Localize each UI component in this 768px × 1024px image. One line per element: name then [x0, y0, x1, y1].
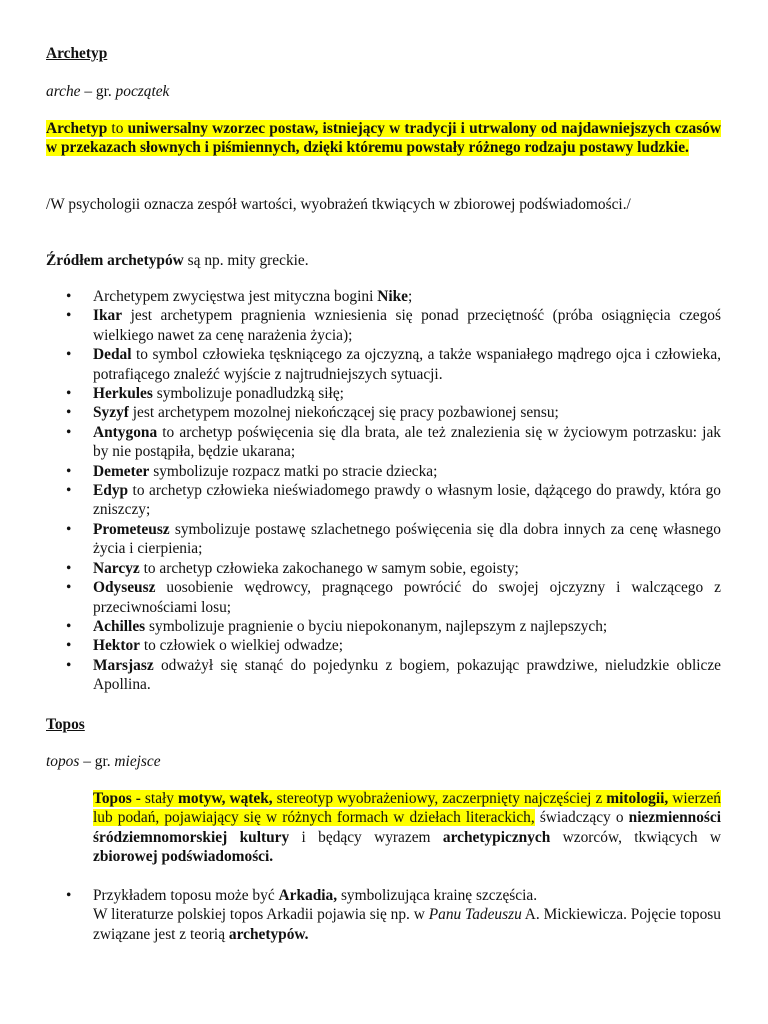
list-item: • Hektor to człowiek o wielkiej odwadze; — [46, 636, 721, 655]
definition-highlight: Topos - stały motyw, wątek, stereotyp wyobrażeniowy, zaczerpnięty najczęściej z mitologii, wierzeń lub podań, pojawiający się w różnych formach w dziełach literackich, — [93, 790, 721, 827]
archetype-name: Nike — [377, 288, 409, 305]
archetype-list — [46, 287, 721, 695]
etym-meaning: miejsce — [114, 753, 161, 770]
list-item: • Antygona to archetyp poświęcenia się dla brata, ale też znalezienia się w życiowym potrzasku: jak by nie postąpiła, będzie ukarana; — [46, 423, 721, 462]
topos-example-list — [46, 886, 721, 944]
section-title-archetyp: Archetyp — [46, 45, 108, 62]
etym-word: arche — [46, 83, 81, 100]
archetype-name: Odyseusz — [93, 579, 156, 597]
etym-word: topos — [46, 753, 80, 770]
psychology-note: /W psychologii oznacza zespół wartości, wyobrażeń tkwiących w zbiorowej podświadomości./ — [46, 196, 631, 213]
definition-term: Archetyp — [46, 120, 108, 137]
archetype-name: Antygona — [93, 423, 158, 441]
archetype-name: Narcyz — [93, 559, 140, 577]
archetype-name: Prometeusz — [93, 520, 170, 538]
archetype-name: Hektor — [93, 637, 141, 655]
book-title: Panu Tadeuszu — [428, 906, 522, 924]
archetype-name: Ikar — [93, 307, 123, 325]
definition-highlight: Archetyp to uniwersalny wzorzec postaw, istniejący w tradycji i utrwalony od najdawniejszych czasów w przekazach słownych i piśmiennych, dzięki któremu powstały różnego rodzaju postawy ludzkie. — [46, 120, 721, 157]
archetype-name: Marsjasz — [93, 656, 154, 674]
topos-etymology — [46, 752, 721, 771]
archetyp-definition — [46, 119, 721, 158]
archetyp-etymology — [46, 82, 721, 101]
list-item: • Edyp to archetyp człowieka nieświadomego prawdy o własnym losie, dążącego do prawdy, która go zniszczy; — [46, 481, 721, 520]
topos-definition: Topos - stały motyw, wątek, stereotyp wyobrażeniowy, zaczerpnięty najczęściej z mitologii, wierzeń lub podań, pojawiający się w różnych formach w dziełach literackich, świadczący o niezmienności śródziemnomorskiej kultury i będący wyrazem archetypicznych wzorców, tkwiących w zbiorowej podświadomości. — [93, 790, 721, 866]
etym-dash: – gr. — [79, 753, 115, 770]
archetype-name: Herkules — [93, 385, 153, 403]
list-item: • Herkules symbolizuje ponadludzką siłę; — [46, 384, 721, 403]
list-item: • Narcyz to archetyp człowieka zakochanego w samym sobie, egoisty; — [46, 559, 721, 578]
archetype-name: Syzyf — [93, 404, 129, 422]
list-item: • Dedal to symbol człowieka tęskniącego za ojczyzną, a także wspaniałego mądrego ojca i człowieka, potrafiącego znaleźć wyjście z najtrudniejszych sytuacji. — [46, 345, 721, 384]
archetype-name: Edyp — [93, 482, 129, 500]
list-item: • Ikar jest archetypem pragnienia wzniesienia się ponad przeciętność (próba osiągnięcia czegoś wielkiego nawet za cenę narażenia życia); — [46, 306, 721, 345]
etym-dash: – gr. — [80, 83, 116, 100]
list-item: • Prometeusz symbolizuje postawę szlachetnego poświęcenia się dla dobra innych za cenę własnego życia i cierpienia; — [46, 520, 721, 559]
definition-body: uniwersalny wzorzec postaw, istniejący w tradycji i utrwalony od najdawniejszych czasów w przekazach słownych i piśmiennych, dzięki któremu powstały różnego rodzaju postawy ludzkie. — [46, 120, 721, 157]
list-item: • Archetypem zwycięstwa jest mityczna bogini Nike; — [46, 287, 721, 306]
list-item: • Marsjasz odważył się stanąć do pojedynku z bogiem, pokazując prawdziwe, nieludzkie oblicze Apollina. — [46, 656, 721, 695]
list-item: • Demeter symbolizuje rozpacz matki po stracie dziecka; — [46, 462, 721, 481]
list-item: • Odyseusz uosobienie wędrowcy, pragnącego powrócić do swojej ojczyzny i walczącego z przeciwnościami losu; — [46, 578, 721, 617]
archetype-name: Achilles — [93, 617, 146, 635]
archetype-name: Demeter — [93, 462, 150, 480]
section-title-topos: Topos — [46, 716, 85, 733]
list-item: • Achilles symbolizuje pragnienie o byciu niepokonanym, najlepszym z najlepszych; — [46, 617, 721, 636]
definition-term: Topos - — [93, 790, 141, 807]
list-item: • Syzyf jest archetypem mozolnej niekończącej się pracy pozbawionej sensu; — [46, 403, 721, 422]
archetyp-source: Źródłem archetypów są np. mity greckie. — [46, 252, 309, 269]
etym-meaning: początek — [115, 83, 170, 100]
archetype-name: Dedal — [93, 346, 132, 364]
list-item: • Przykładem toposu może być Arkadia, symbolizująca krainę szczęścia. W literaturze polskiej topos Arkadii pojawia się np. w Panu Tadeuszu A. Mickiewicza. Pojęcie toposu związane jest z teorią archetypów. — [46, 886, 721, 944]
